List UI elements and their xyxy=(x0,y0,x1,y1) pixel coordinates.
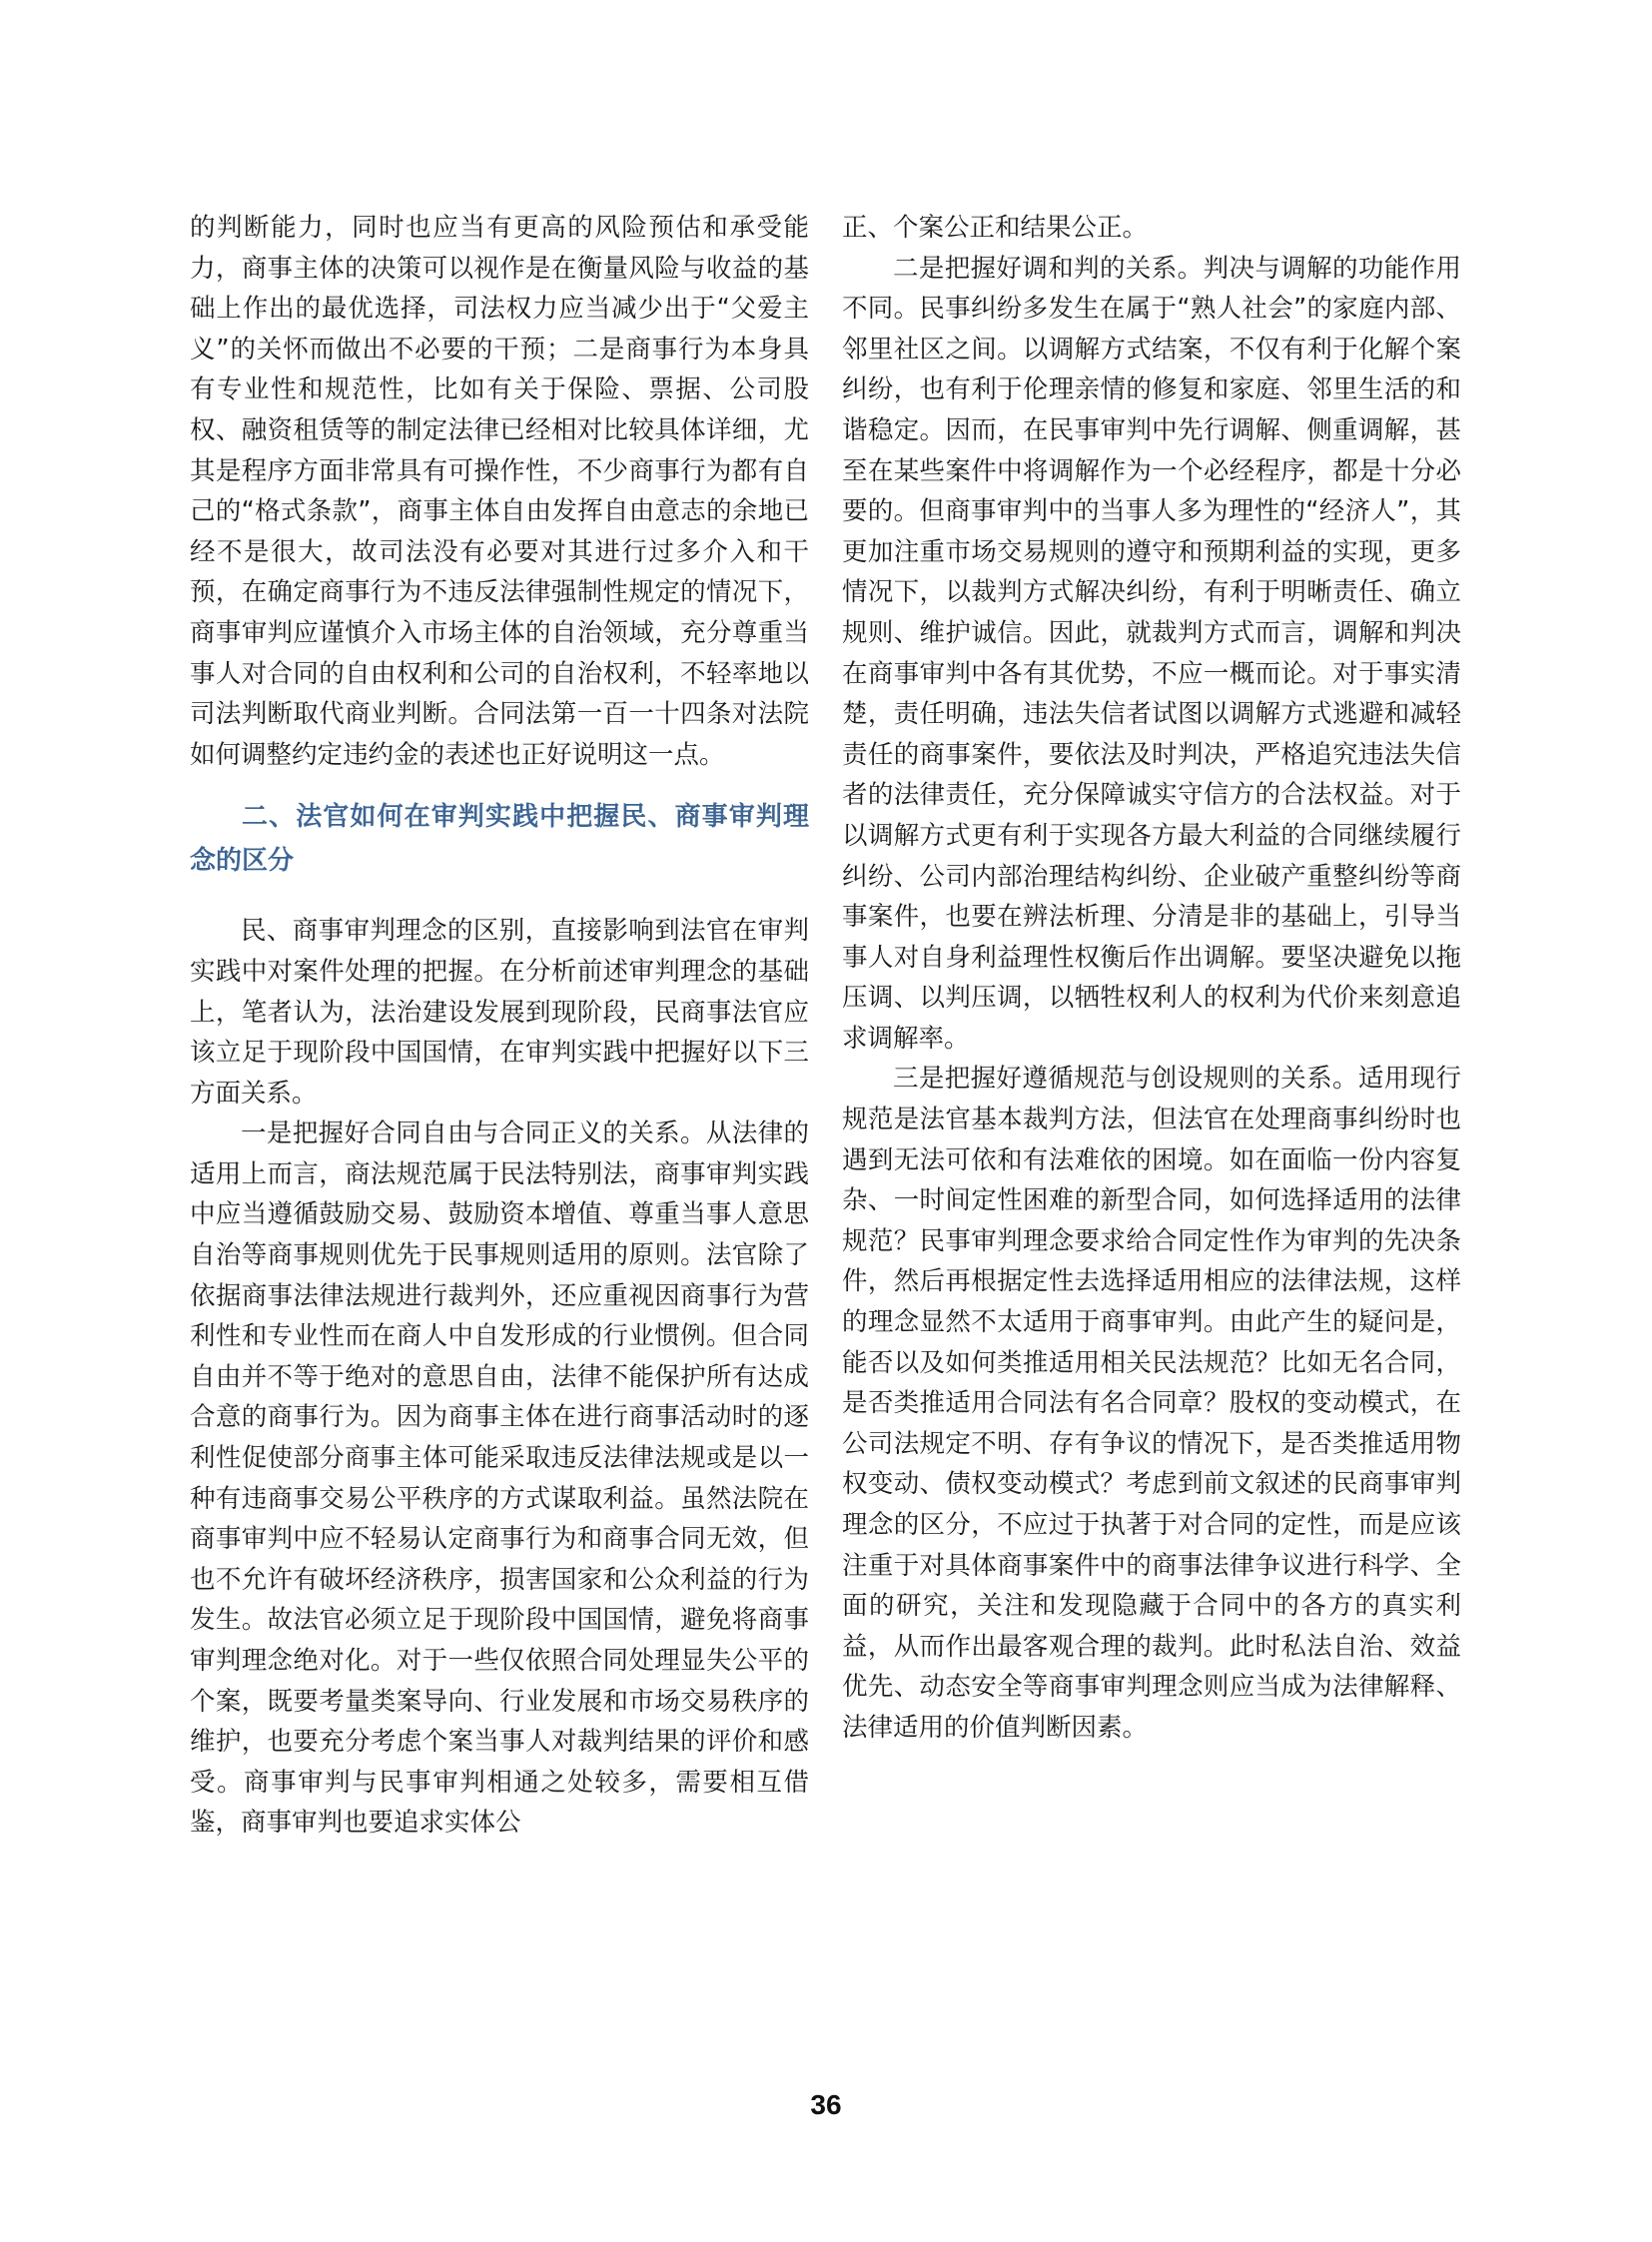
page-number: 36 xyxy=(810,2089,842,2120)
paragraph-intro: 民、商事审判理念的区别，直接影响到法官在审判实践中对案件处理的把握。在分析前述审判理念的基础上，笔者认为，法治建设发展到现阶段，民商事法官应该立足于现阶段中国国情，在审判实践中把握好以下三方面关系。 xyxy=(190,916,809,1109)
paragraph-first-relation: 一是把握好合同自由与合同正义的关系。从法律的适用上而言，商法规范属于民法特别法，商事审判实践中应当遵循鼓励交易、鼓励资本增值、尊重当事人意思自治等商事规则优先于民事规则适用的原则。法官除了依据商事法律法规进行裁判外，还应重视因商事行为营利性和专业性而在商人中自发形成的行业惯例。但合同自由并不等于绝对的意思自由，法律不能保护所有达成合意的商事行为。因为商事主体在进行商事活动时的逐利性促使部分商事主体可能采取违反法律法规或是以一种有违商事交易公平秩序的方式谋取利益。虽然法院在商事审判中应不轻易认定商事行为和商事合同无效，但也不允许有破坏经济秩序，损害国家和公众利益的行为发生。故法官必须立足于现阶段中国国情，避免将商事审判理念绝对化。对于一些仅依照合同处理显失公平的个案，既要考量类案导向、行业发展和市场交易秩序的维护，也要充分考虑个案当事人对裁判结果的评价和感受。商事审判与民事审判相通之处较多，需要相互借鉴，商事审判也要追求实体公 xyxy=(190,1119,809,1839)
right-column xyxy=(842,208,1461,1749)
paragraph-continued: 正、个案公正和结果公正。 xyxy=(842,213,1149,243)
paragraph-continued: 的判断能力，同时也应当有更高的风险预估和承受能力，商事主体的决策可以视作是在衡量风险与收益的基础上作出的最优选择，司法权力应当减少出于“父爱主义”的关怀而做出不必要的干预；二是商事行为本身具有专业性和规范性，比如有关于保险、票据、公司股权、融资租赁等的制定法律已经相对比较具体详细，尤其是程序方面非常具有可操作性，不少商事行为都有自己的“格式条款”，商事主体自由发挥自由意志的余地已经不是很大，故司法没有必要对其进行过多介入和干预，在确定商事行为不违反法律强制性规定的情况下，商事审判应谨慎介入市场主体的自治领域，充分尊重当事人对合同的自由权利和公司的自治权利，不轻率地以司法判断取代商业判断。合同法第一百一十四条对法院如何调整约定违约金的表述也正好说明这一点。 xyxy=(190,213,809,770)
section-heading: 二、法官如何在审判实践中把握民、商事审判理念的区分 xyxy=(190,802,809,877)
paragraph-third-relation: 三是把握好遵循规范与创设规则的关系。适用现行规范是法官基本裁判方法，但法官在处理商事纠纷时也遇到无法可依和有法难依的困境。如在面临一份内容复杂、一时间定性困难的新型合同，如何选择适用的法律规范？民事审判理念要求给合同定性作为审判的先决条件，然后再根据定性去选择适用相应的法律法规，这样的理念显然不太适用于商事审判。由此产生的疑问是，能否以及如何类推适用相关民法规范？比如无名合同，是否类推适用合同法有名合同章？股权的变动模式，在公司法规定不明、存有争议的情况下，是否类推适用物权变动、债权变动模式？考虑到前文叙述的民商事审判理念的区分，不应过于执著于对合同的定性，而是应该注重于对具体商事案件中的商事法律争议进行科学、全面的研究，关注和发现隐藏于合同中的各方的真实利益，从而作出最客观合理的裁判。此时私法自治、效益优先、动态安全等商事审判理念则应当成为法律解释、法律适用的价值判断因素。 xyxy=(842,1064,1461,1743)
left-column xyxy=(190,208,809,1844)
paragraph-second-relation: 二是把握好调和判的关系。判决与调解的功能作用不同。民事纠纷多发生在属于“熟人社会”的家庭内部、邻里社区之间。以调解方式结案，不仅有利于化解个案纠纷，也有利于伦理亲情的修复和家庭、邻里生活的和谐稳定。因而，在民事审判中先行调解、侧重调解，甚至在某些案件中将调解作为一个必经程序，都是十分必要的。但商事审判中的当事人多为理性的“经济人”，其更加注重市场交易规则的遵守和预期利益的实现，更多情况下，以裁判方式解决纠纷，有利于明晰责任、确立规则、维护诚信。因此，就裁判方式而言，调解和判决在商事审判中各有其优势，不应一概而论。对于事实清楚，责任明确，违法失信者试图以调解方式逃避和减轻责任的商事案件，要依法及时判决，严格追究违法失信者的法律责任，充分保障诚实守信方的合法权益。对于以调解方式更有利于实现各方最大利益的合同继续履行纠纷、公司内部治理结构纠纷、企业破产重整纠纷等商事案件，也要在辨法析理、分清是非的基础上，引导当事人对自身利益理性权衡后作出调解。要坚决避免以拖压调、以判压调，以牺牲权利人的权利为代价来刻意追求调解率。 xyxy=(842,253,1461,1054)
